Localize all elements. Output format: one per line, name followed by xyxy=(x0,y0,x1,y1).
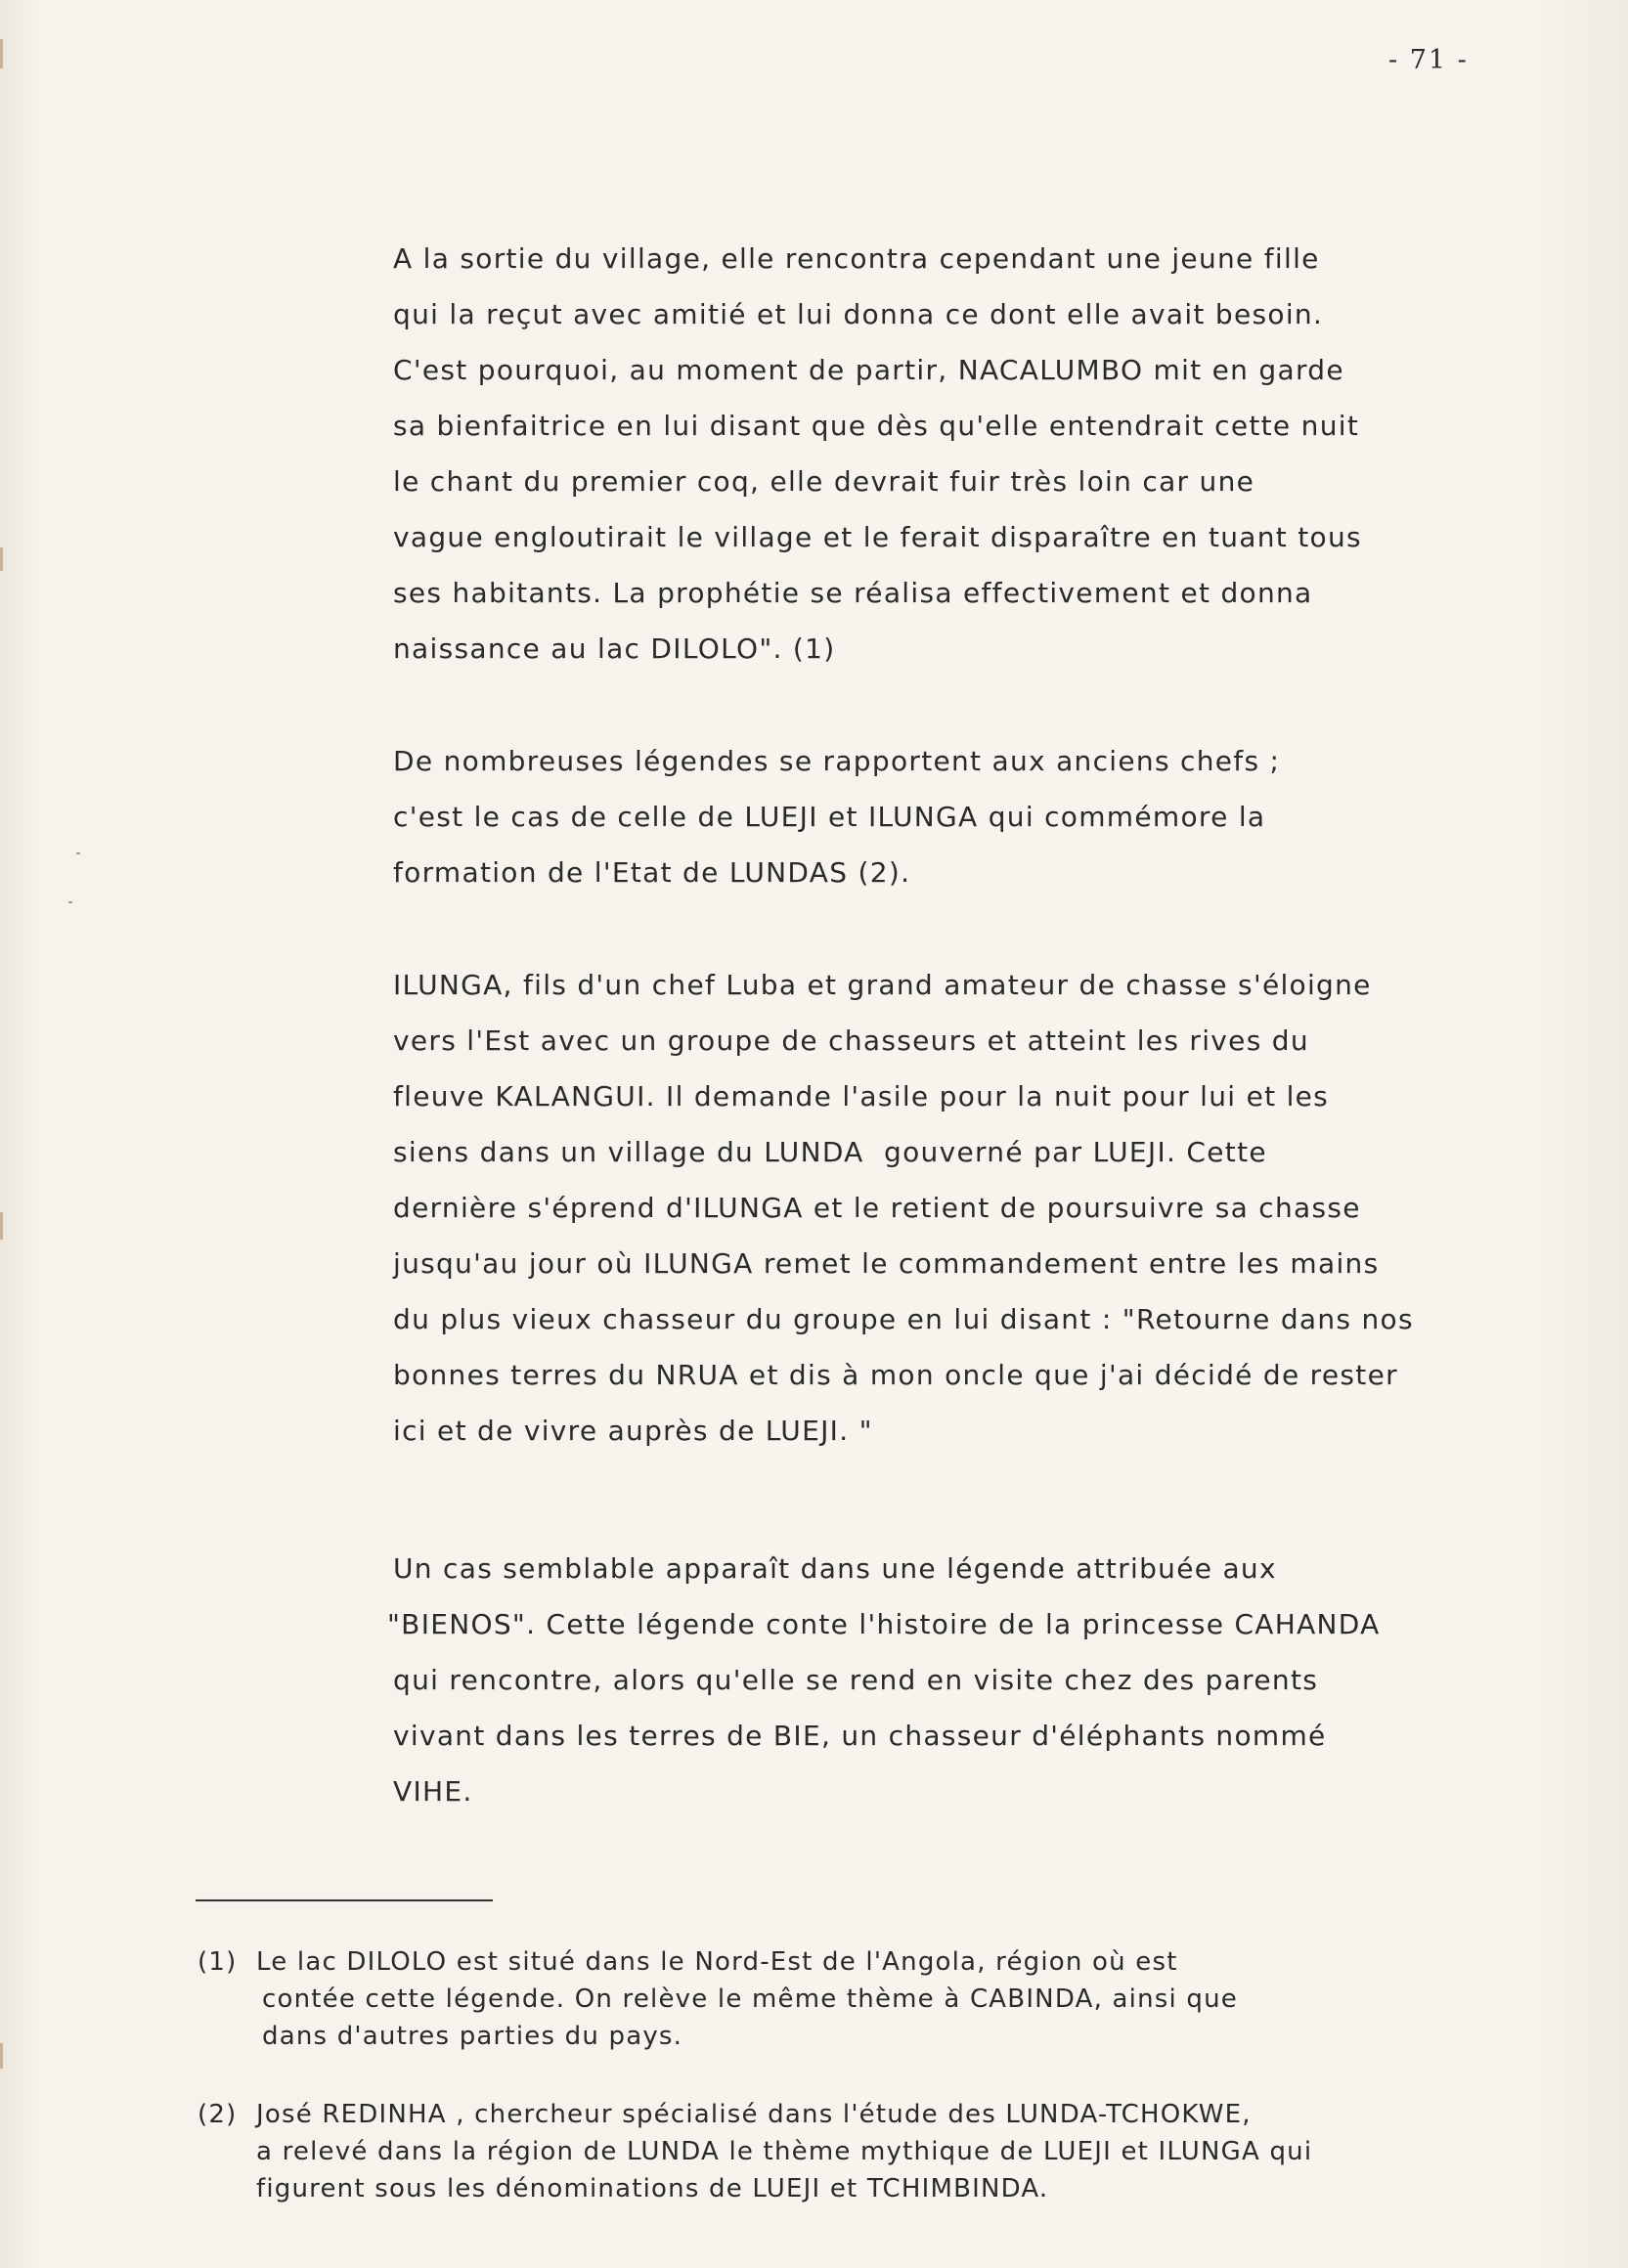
paragraph-3-line-5: dernière s'éprend d'ILUNGA et le retient de poursuivre sa chasse xyxy=(393,1192,1361,1224)
footnote-2-line-1: José REDINHA , chercheur spécialisé dans l'étude des LUNDA-TCHOKWE, xyxy=(256,2100,1252,2129)
paragraph-1-line-6: vague engloutirait le village et le ferait disparaître en tuant tous xyxy=(393,521,1362,553)
footnote-1-line-2: contée cette légende. On relève le même thème à CABINDA, ainsi que xyxy=(262,1984,1238,2014)
paragraph-3-line-2: vers l'Est avec un groupe de chasseurs et atteint les rives du xyxy=(393,1025,1309,1057)
paragraph-3-line-3: fleuve KALANGUI. Il demande l'asile pour la nuit pour lui et les xyxy=(393,1080,1330,1112)
paragraph-1-line-8: naissance au lac DILOLO". (1) xyxy=(393,632,836,665)
footnote-2-marker: (2) xyxy=(198,2100,238,2129)
footnote-separator xyxy=(196,1899,493,1901)
paragraph-1-line-3: C'est pourquoi, au moment de partir, NACALUMBO mit en garde xyxy=(393,354,1344,386)
paragraph-2-line-1: De nombreuses légendes se rapportent aux anciens chefs ; xyxy=(393,745,1281,777)
binding-mark xyxy=(0,2043,3,2069)
binding-mark xyxy=(0,1212,3,1240)
paragraph-4-line-3: qui rencontre, alors qu'elle se rend en visite chez des parents xyxy=(393,1664,1319,1696)
paragraph-4-line-1: Un cas semblable apparaît dans une légende attribuée aux xyxy=(393,1552,1277,1585)
paragraph-3-line-6: jusqu'au jour où ILUNGA remet le commandement entre les mains xyxy=(393,1247,1380,1280)
paragraph-2-line-3: formation de l'Etat de LUNDAS (2). xyxy=(393,856,911,889)
paragraph-1-line-7: ses habitants. La prophétie se réalisa effectivement et donna xyxy=(393,577,1313,609)
paragraph-3-line-4: siens dans un village du LUNDA gouverné par LUEJI. Cette xyxy=(393,1136,1267,1168)
speck xyxy=(68,901,72,903)
footnote-2-line-3: figurent sous les dénominations de LUEJI et TCHIMBINDA. xyxy=(256,2174,1049,2203)
paragraph-4-line-5: VIHE. xyxy=(393,1775,473,1808)
paragraph-1-line-1: A la sortie du village, elle rencontra cependant une jeune fille xyxy=(393,242,1320,275)
paragraph-4-line-4: vivant dans les terres de BIE, un chasseur d'éléphants nommé xyxy=(393,1720,1327,1752)
paragraph-3-line-1: ILUNGA, fils d'un chef Luba et grand amateur de chasse s'éloigne xyxy=(393,969,1372,1001)
footnote-2-line-2: a relevé dans la région de LUNDA le thème mythique de LUEJI et ILUNGA qui xyxy=(256,2137,1313,2166)
paragraph-4-line-2: "BIENOS". Cette légende conte l'histoire de la princesse CAHANDA xyxy=(387,1608,1381,1640)
footnote-1-line-1: Le lac DILOLO est situé dans le Nord-Est de l'Angola, région où est xyxy=(256,1947,1178,1977)
page-number: - 71 - xyxy=(1388,45,1469,75)
footnote-1-line-3: dans d'autres parties du pays. xyxy=(262,2022,683,2051)
paragraph-1-line-5: le chant du premier coq, elle devrait fuir très loin car une xyxy=(393,465,1255,498)
binding-mark xyxy=(0,39,3,68)
footnote-1-marker: (1) xyxy=(198,1947,238,1977)
paragraph-2-line-2: c'est le cas de celle de LUEJI et ILUNGA qui commémore la xyxy=(393,801,1266,833)
paragraph-3-line-7: du plus vieux chasseur du groupe en lui disant : "Retourne dans nos xyxy=(393,1303,1414,1335)
binding-mark xyxy=(0,547,3,571)
paragraph-1-line-4: sa bienfaitrice en lui disant que dès qu'elle entendrait cette nuit xyxy=(393,410,1360,442)
paragraph-3-line-9: ici et de vivre auprès de LUEJI. " xyxy=(393,1415,873,1447)
paragraph-3-line-8: bonnes terres du NRUA et dis à mon oncle que j'ai décidé de rester xyxy=(393,1359,1398,1391)
speck xyxy=(76,852,80,854)
paragraph-1-line-2: qui la reçut avec amitié et lui donna ce dont elle avait besoin. xyxy=(393,298,1324,330)
